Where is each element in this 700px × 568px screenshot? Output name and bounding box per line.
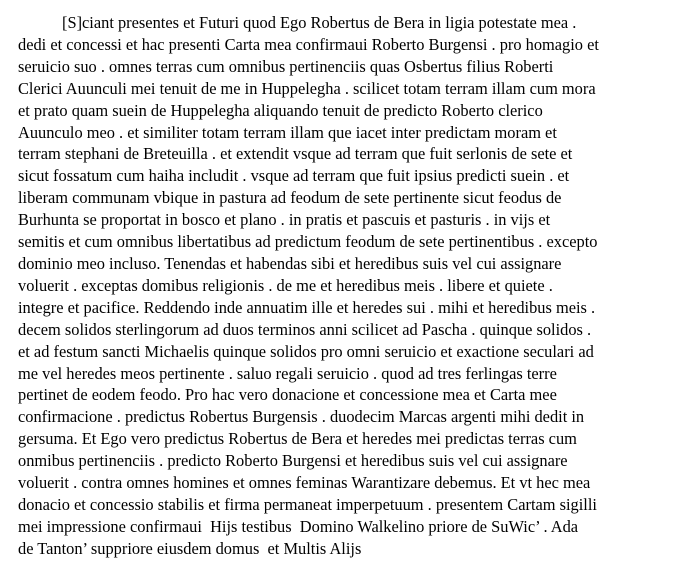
- text-line: seruicio suo . omnes terras cum omnibus pertinenciis quas Osbertus filius Roberti: [18, 56, 554, 76]
- text-line: semitis et cum omnibus libertatibus ad predictum feodum de sete pertinentibus . excepto: [18, 232, 598, 252]
- text-line: pertinet de eodem feodo. Pro hac vero donacione et concessione mea et Carta mee: [18, 385, 557, 405]
- text-line: Clerici Auunculi mei tenuit de me in Huppelegha . scilicet totam terram illam cum mora: [18, 78, 596, 98]
- charter-text: [18, 12, 698, 560]
- text-line: dedi et concessi et hac presenti Carta mea confirmaui Roberto Burgensi . pro homagio et: [18, 34, 599, 54]
- text-line: voluerit . exceptas domibus religionis . de me et heredibus meis . libere et quiete .: [18, 275, 553, 295]
- text-line: confirmacione . predictus Robertus Burgensis . duodecim Marcas argenti mihi dedit in: [18, 407, 585, 427]
- text-line: donacio et concessio stabilis et firma permaneat imperpetuum . presentem Cartam sigilli: [18, 494, 597, 514]
- text-line: mei impressione confirmaui Hijs testibus Domino Walkelino priore de SuWic’ . Ada: [18, 516, 579, 536]
- text-line: Auunculo meo . et similiter totam terram illam que iacet inter predictam moram et: [18, 122, 557, 142]
- text-line: et ad festum sancti Michaelis quinque solidos pro omni seruicio et exactione seculari ad: [18, 341, 594, 361]
- text-line: gersuma. Et Ego vero predictus Robertus de Bera et heredes mei predictas terras cum: [18, 429, 577, 449]
- text-line: [S]ciant presentes et Futuri quod Ego Robertus de Bera in ligia potestate mea .: [62, 13, 577, 32]
- text-line: Burhunta se proportat in bosco et plano . in pratis et pascuis et pasturis . in vijs et: [18, 210, 551, 230]
- text-line: me vel heredes meos pertinente . saluo regali seruicio . quod ad tres ferlingas terre: [18, 363, 557, 383]
- text-line: voluerit . contra omnes homines et omnes feminas Warantizare debemus. Et vt hec mea: [18, 473, 591, 493]
- text-line: integre et pacifice. Reddendo inde annuatim ille et heredes sui . mihi et heredibus meis .: [18, 297, 596, 317]
- text-line: onmibus pertinenciis . predicto Roberto Burgensi et heredibus suis vel cui assignare: [18, 451, 568, 471]
- text-line: dominio meo incluso. Tenendas et habendas sibi et heredibus suis vel cui assignare: [18, 253, 562, 273]
- text-line: terram stephani de Breteuilla . et extendit vsque ad terram que fuit serlonis de sete et: [18, 144, 573, 164]
- text-line: et prato quam suein de Huppelegha aliquando tenuit de predicto Roberto clerico: [18, 100, 543, 120]
- text-line: decem solidos sterlingorum ad duos terminos anni scilicet ad Pascha . quinque solidos .: [18, 319, 592, 339]
- text-line: sicut fossatum cum haiha includit . vsque ad terram que fuit ipsius predicti suein . et: [18, 166, 570, 186]
- text-line: liberam communam vbique in pastura ad feodum de sete pertinente sicut feodus de: [18, 188, 562, 208]
- text-line: de Tanton’ suppriore eiusdem domus et Multis Alijs: [18, 538, 362, 558]
